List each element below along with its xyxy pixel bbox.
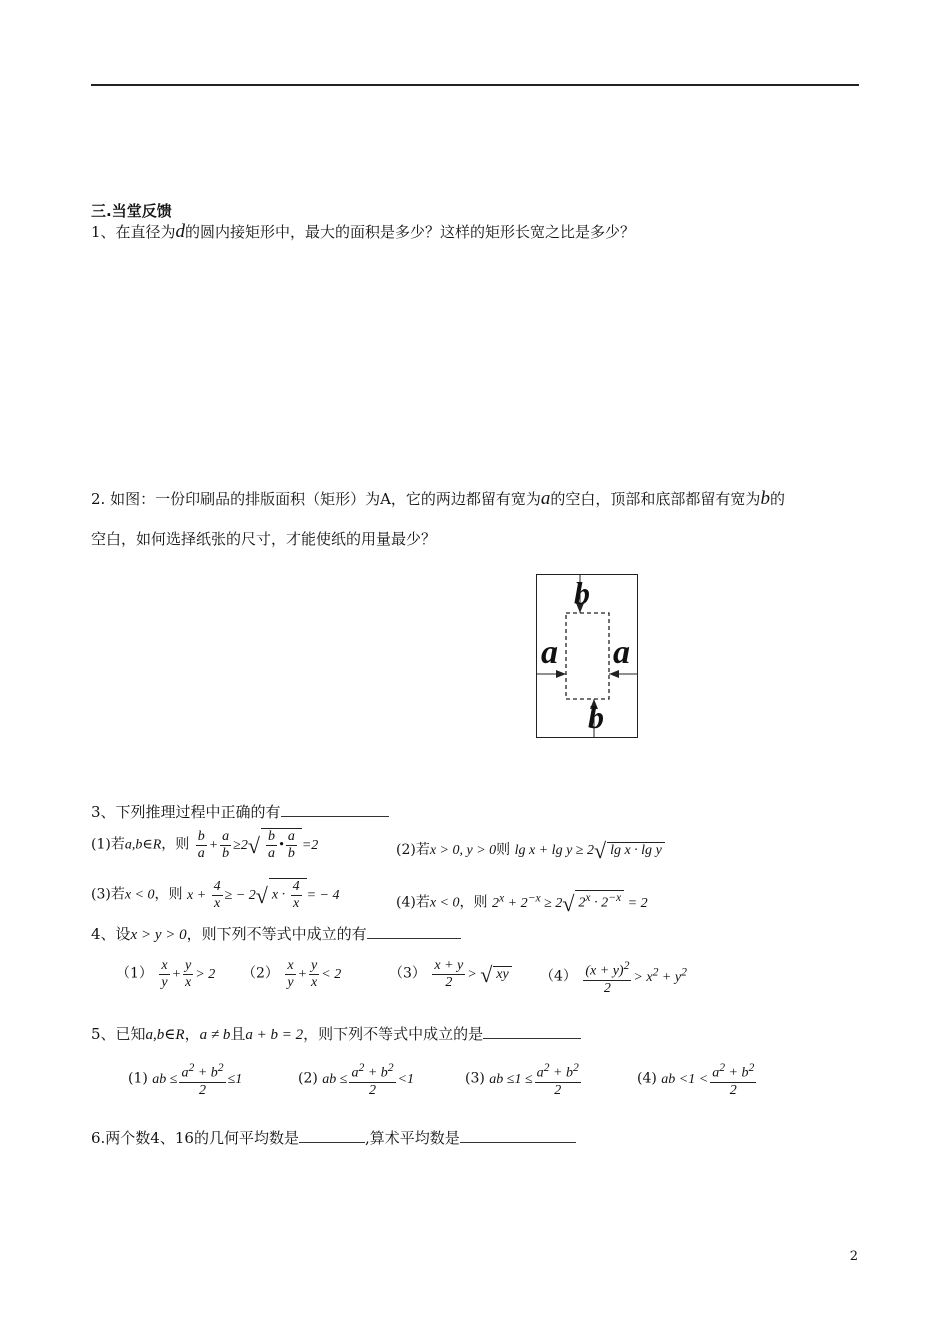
question-3-stem: 3、下列推理过程中正确的有 <box>91 802 389 822</box>
question-5-stem: 5、已知a,b∈R，a ≠ b且a + b = 2，则下列不等式中成立的是 <box>91 1024 581 1045</box>
section-title: 三.当堂反馈 <box>91 202 172 220</box>
answer-blank <box>483 1024 581 1039</box>
question-1: 1、在直径为d的圆内接矩形中，最大的面积是多少？这样的矩形长宽之比是多少？ <box>91 221 636 242</box>
q4-option-2: （2） $\frac{x}{y}$ + $\frac{y}{x}$ < 2 <box>242 958 342 990</box>
page-number: 2 <box>849 1249 858 1264</box>
figure-label-b-bottom: b <box>588 699 604 735</box>
question-2-line-2: 空白，如何选择纸张的尺寸，才能使纸的用量最少？ <box>91 530 437 548</box>
q4-option-1: （1） $\frac{x}{y}$ + $\frac{y}{x}$ > 2 <box>116 958 216 990</box>
q5-option-3: (3) ab ≤1 ≤ $\frac{a^2 + b^2}{2}$ <box>465 1061 579 1098</box>
q3-option-1: (1)若a,b∈R，则 $\frac{b}{a}$ + $\frac{a}{b}$ ≥2√ $\frac{b}{a}$ • $\frac{a}{b}$ =2 <box>91 829 319 861</box>
q3-option-3: (3)若x < 0，则 x + $\frac{4}{x}$ ≥ − 2√ x · $\frac{4}{x}$ = − 4 <box>91 879 340 911</box>
answer-blank <box>281 802 389 817</box>
question-6: 6.两个数4、16的几何平均数是 ,算术平均数是 <box>91 1128 576 1148</box>
header-rule <box>91 84 859 86</box>
q5-option-4: (4) ab <1 < $\frac{a^2 + b^2}{2}$ <box>637 1061 755 1098</box>
q5-option-1: (1) ab ≤ $\frac{a^2 + b^2}{2}$ ≤1 <box>128 1061 243 1098</box>
q3-option-2: (2)若x > 0, y > 0则 lg x + lg y ≥ 2√ lg x · lg y <box>396 838 665 864</box>
margin-figure <box>536 574 638 738</box>
var-d: d <box>175 221 186 242</box>
question-2-line-1: 2. 如图：一份印刷品的排版面积（矩形）为A，它的两边都留有宽为a的空白，顶部和底部都留有宽为b的 <box>91 488 785 509</box>
q3-option-4: (4)若x < 0，则 $2^x + 2^{-x} \ge 2√$ $2^x \cdot 2^{-x} = 2$ <box>396 890 648 916</box>
answer-blank-arithmetic-mean <box>460 1128 576 1143</box>
figure-label-a-right: a <box>613 634 630 671</box>
answer-blank-geometric-mean <box>299 1128 365 1143</box>
q4-option-4: （4） $\frac{(x + y)^2}{2}$ > $x^2 + y^2$ <box>540 959 687 996</box>
q4-option-3: （3） $\frac{x + y}{2}$ > √ xy <box>389 958 512 991</box>
q5-option-2: (2) ab ≤ $\frac{a^2 + b^2}{2}$ <1 <box>298 1061 415 1098</box>
figure-label-b-top: b <box>574 575 590 611</box>
figure-label-a-left: a <box>541 634 558 671</box>
answer-blank <box>367 924 461 939</box>
question-4-stem: 4、设x > y > 0，则下列不等式中成立的有 <box>91 924 461 945</box>
